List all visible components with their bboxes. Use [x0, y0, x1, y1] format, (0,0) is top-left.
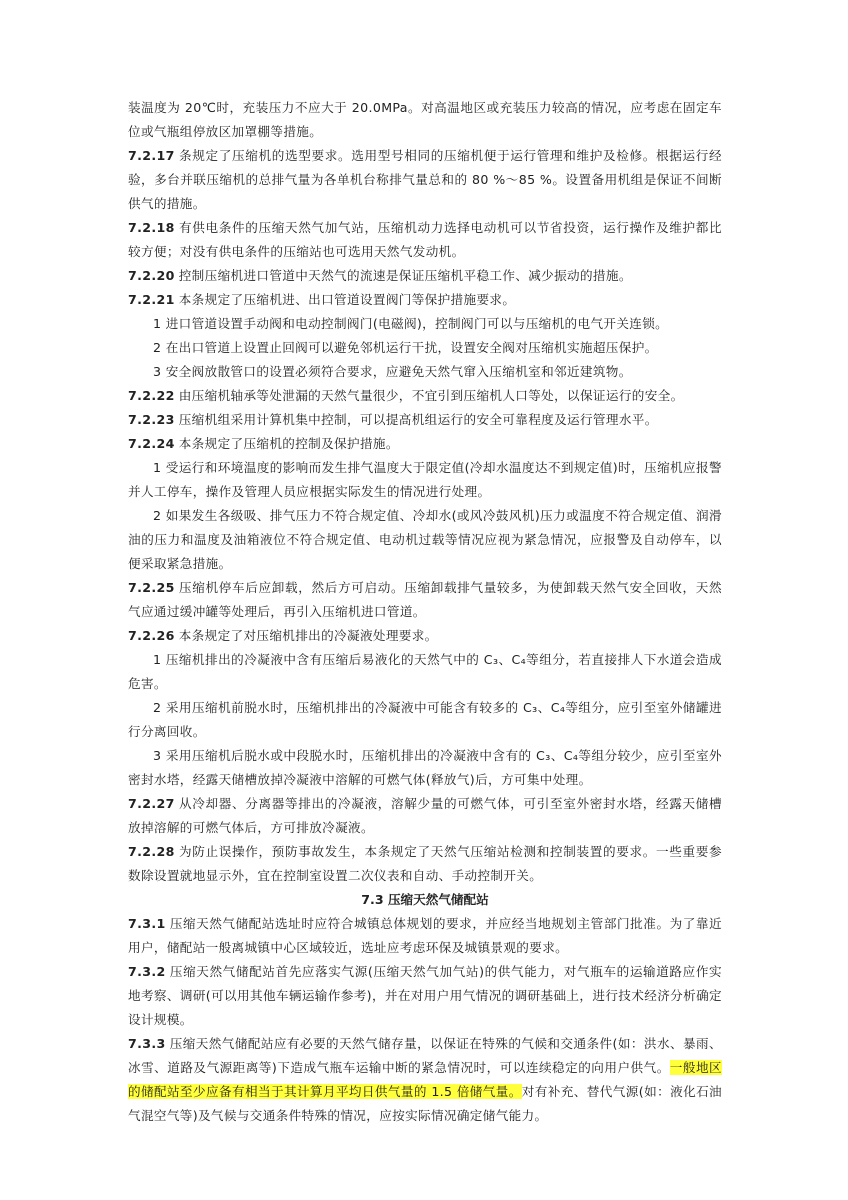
clause-text: 条规定了压缩机的选型要求。选用型号相同的压缩机便于运行管理和维护及检修。根据运行经验，多台并联压缩机的总排气量为各单机台称排气量总和的 80 %～85 %。设置备用机组是保证不间断供气的措施。: [128, 148, 722, 211]
list-item: 3 安全阀放散管口的设置必须符合要求，应避免天然气窜入压缩机室和邻近建筑物。: [153, 364, 632, 379]
clause-text: 本条规定了对压缩机排出的冷凝液处理要求。: [178, 628, 438, 643]
clause-7-2-20: [128, 264, 722, 288]
clause-number: 7.2.25: [128, 580, 175, 595]
clause-7-2-21: [128, 288, 722, 312]
section-heading: 7.3 压缩天然气储配站: [361, 892, 489, 907]
clause-text: 从冷却器、分离器等排出的冷凝液，溶解少量的可燃气体，可引至室外密封水塔，经露天储槽放掉溶解的可燃气体后，方可排放冷凝液。: [128, 796, 722, 835]
clause-text: 为防止误操作，预防事故发生，本条规定了天然气压缩站检测和控制装置的要求。一些重要参数除设置就地显示外，宜在控制室设置二次仪表和自动、手动控制开关。: [128, 844, 722, 883]
clause-number: 7.3.3: [128, 1036, 166, 1051]
list-item: 1 进口管道设置手动阀和电动控制阀门(电磁阀)，控制阀门可以与压缩机的电气开关连锁。: [153, 316, 669, 331]
list-item: 3 采用压缩机后脱水或中段脱水时，压缩机排出的冷凝液中含有的 C₃、C₄等组分较少，应引至室外密封水塔，经露天储槽放掉冷凝液中溶解的可燃气体(释放气)后，方可集中处理。: [128, 748, 722, 787]
clause-7-2-18: [128, 216, 722, 264]
clause-number: 7.2.21: [128, 292, 175, 307]
clause-text: 本条规定了压缩机的控制及保护措施。: [178, 436, 399, 451]
clause-number: 7.2.26: [128, 628, 175, 643]
clause-number: 7.2.18: [128, 220, 175, 235]
clause-text: 压缩天然气储配站选址时应符合城镇总体规划的要求，并应经当地规划主管部门批准。为了靠近用户，储配站一般离城镇中心区域较近，选址应考虑环保及城镇景观的要求。: [128, 916, 722, 955]
clause-number: 7.2.28: [128, 844, 175, 859]
clause-7-2-25: [128, 576, 722, 624]
clause-7-2-24: [128, 432, 722, 456]
clause-7-2-28: [128, 840, 722, 888]
list-item: 1 受运行和环境温度的影响而发生排气温度大于限定值(冷却水温度达不到规定值)时，压缩机应报警并人工停车，操作及管理人员应根据实际发生的情况进行处理。: [128, 460, 722, 499]
clause-text: 由压缩机轴承等处泄漏的天然气量很少，不宜引到压缩机人口等处，以保证运行的安全。: [178, 388, 684, 403]
clause-7-2-23: [128, 408, 722, 432]
clause-number: 7.2.22: [128, 388, 175, 403]
clause-number: 7.3.1: [128, 916, 166, 931]
clause-number: 7.3.2: [128, 964, 166, 979]
list-item: 2 在出口管道上设置止回阀可以避免邻机运行干扰，设置安全阀对压缩机实施超压保护。: [153, 340, 658, 355]
clause-number: 7.2.24: [128, 436, 175, 451]
clause-text: 本条规定了压缩机进、出口管道设置阀门等保护措施要求。: [178, 292, 516, 307]
clause-number: 7.2.23: [128, 412, 175, 427]
clause-number: 7.2.17: [128, 148, 175, 163]
clause-text: 控制压缩机进口管道中天然气的流速是保证压缩机平稳工作、减少振动的措施。: [178, 268, 632, 283]
clause-text: 压缩机组采用计算机集中控制，可以提高机组运行的安全可靠程度及运行管理水平。: [178, 412, 658, 427]
clause-text: 压缩机停车后应卸载，然后方可启动。压缩卸载排气量较多，为使卸载天然气安全回收，天然气应通过缓冲罐等处理后，再引入压缩机进口管道。: [128, 580, 722, 619]
clause-7-2-22: [128, 384, 722, 408]
clause-7-2-26: [128, 624, 722, 648]
clause-text: 压缩天然气储配站首先应落实气源(压缩天然气加气站)的供气能力，对气瓶车的运输道路应作实地考察、调研(可以用其他车辆运输作参考)，并在对用户用气情况的调研基础上，进行技术经济分析确定设计规模。: [128, 964, 722, 1027]
clause-7-2-17: [128, 144, 722, 216]
clause-text: 有供电条件的压缩天然气加气站，压缩机动力选择电动机可以节省投资，运行操作及维护都比较方便；对没有供电条件的压缩站也可选用天然气发动机。: [128, 220, 722, 259]
clause-7-2-27: [128, 792, 722, 840]
list-item: 2 如果发生各级吸、排气压力不符合规定值、冷却水(或风冷鼓风机)压力或温度不符合规定值、润滑油的压力和温度及油箱液位不符合规定值、电动机过载等情况应视为紧急情况，应报警及自动停车，以便采取紧急措施。: [128, 508, 722, 571]
list-item: 2 采用压缩机前脱水时，压缩机排出的冷凝液中可能含有较多的 C₃、C₄等组分，应引至室外储罐进行分离回收。: [128, 700, 722, 739]
clause-text: 对有补充、替代气源(如：液化石油气混空气等)及气候与交通条件特殊的情况，应按实际情况确定储气能力。: [128, 1084, 723, 1123]
clause-7-3-3: [128, 1032, 722, 1128]
clause-7-3-2: [128, 960, 722, 1032]
clause-number: 7.2.27: [128, 796, 175, 811]
clause-7-3-1: [128, 912, 722, 960]
highlighted-text: 一般地区的储配站至少应备有相当于其计算月平均日供气量的 1.5 倍储气量。: [128, 1060, 722, 1099]
clause-text: 压缩天然气储配站应有必要的天然气储存量，以保证在特殊的气候和交通条件(如：洪水、暴雨、冰雪、道路及气源距离等)下造成气瓶车运输中断的紧急情况时，可以连续稳定的向用户供气。: [128, 1036, 722, 1075]
list-item: 1 压缩机排出的冷凝液中含有压缩后易液化的天然气中的 C₃、C₄等组分，若直接排人下水道会造成危害。: [128, 652, 722, 691]
paragraph-continuation: [128, 96, 722, 144]
clause-number: 7.2.20: [128, 268, 175, 283]
document-page: [128, 96, 722, 1128]
paragraph-text: 装温度为 20℃时，充装压力不应大于 20.0MPa。对高温地区或充装压力较高的情况，应考虑在固定车位或气瓶组停放区加罩棚等措施。: [128, 100, 722, 139]
